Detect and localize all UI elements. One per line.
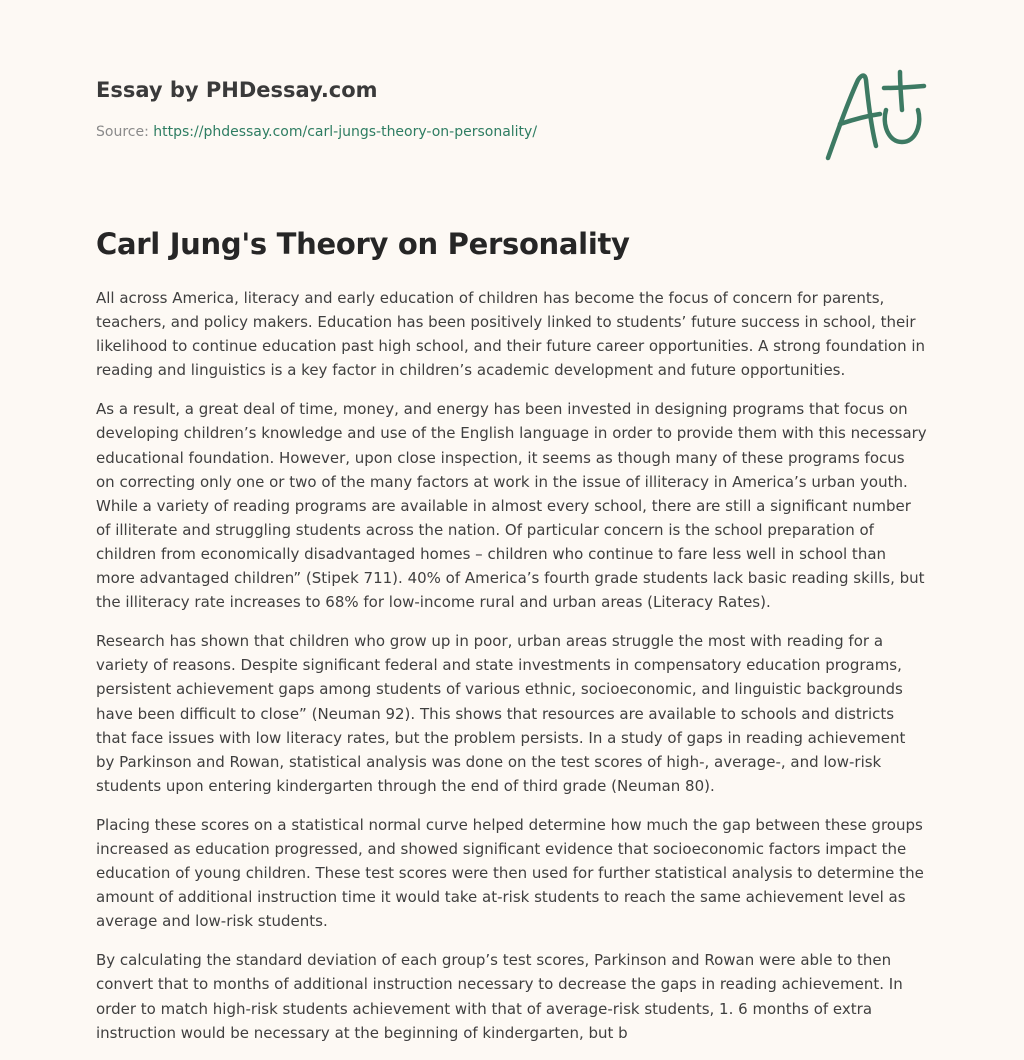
a-plus-logo-icon bbox=[818, 66, 928, 166]
essay-paragraph: Placing these scores on a statistical normal curve helped determine how much the gap between these groups increased as education progressed, and showed significant evidence that socioeconomic factors impact the education of young children. These test scores were then used for further statistical analysis to determine the amount of additional instruction time it would take at-risk students to reach the same achievement level as average and low-risk students. bbox=[96, 815, 924, 931]
essay-paragraph: As a result, a great deal of time, money, and energy has been invested in designing programs that focus on developing children’s knowledge and use of the English language in order to provide them with this necessary educational foundation. However, upon close inspection, it seems as though many of these programs focus on correcting only one or two of the many factors at work in the issue of illiteracy in America’s urban youth. While a variety of reading programs are available in almost every school, there are still a significant number of illiterate and struggling students across the nation. Of particular concern is the school preparation of children from economically disadvantaged homes – children who continue to fare less well in school than more advantaged children” (Stipek 711). 40% of America’s fourth grade students lack basic reading skills, but the illiteracy rate increases to 68% for low-income rural and urban areas (Literacy Rates). bbox=[96, 400, 927, 612]
source-label: Source: bbox=[96, 124, 149, 140]
source-link[interactable]: https://phdessay.com/carl-jungs-theory-on-personality/ bbox=[153, 124, 538, 140]
page-header bbox=[96, 76, 796, 140]
essay-paragraph: All across America, literacy and early education of children has become the focus of concern for parents, teachers, and policy makers. Education has been positively linked to students’ future success in school, their likelihood to continue education past high school, and their future career opportunities. A strong foundation in reading and linguistics is a key factor in children’s academic development and future opportunities. bbox=[96, 289, 926, 380]
essay-title: Carl Jung's Theory on Personality bbox=[96, 227, 630, 261]
essay-body bbox=[96, 286, 928, 1060]
essay-paragraph: By calculating the standard deviation of each group’s test scores, Parkinson and Rowan were able to then convert that to months of additional instruction necessary to decrease the gaps in reading achievement. In order to match high-risk students achievement with that of average-risk students, 1. 6 months of extra instruction would be necessary at the beginning of kindergarten, but b bbox=[96, 951, 903, 1042]
essay-paragraph: Research has shown that children who grow up in poor, urban areas struggle the most with reading for a variety of reasons. Despite significant federal and state investments in compensatory education programs, persistent achievement gaps among students of various ethnic, socioeconomic, and linguistic backgrounds have been difficult to close” (Neuman 92). This shows that resources are available to schools and districts that face issues with low literacy rates, but the problem persists. In a study of gaps in reading achievement by Parkinson and Rowan, statistical analysis was done on the test scores of high-, average-, and low-risk students upon entering kindergarten through the end of third grade (Neuman 80). bbox=[96, 632, 906, 795]
source-line bbox=[96, 124, 537, 140]
site-brand: Essay by PHDessay.com bbox=[96, 78, 378, 102]
